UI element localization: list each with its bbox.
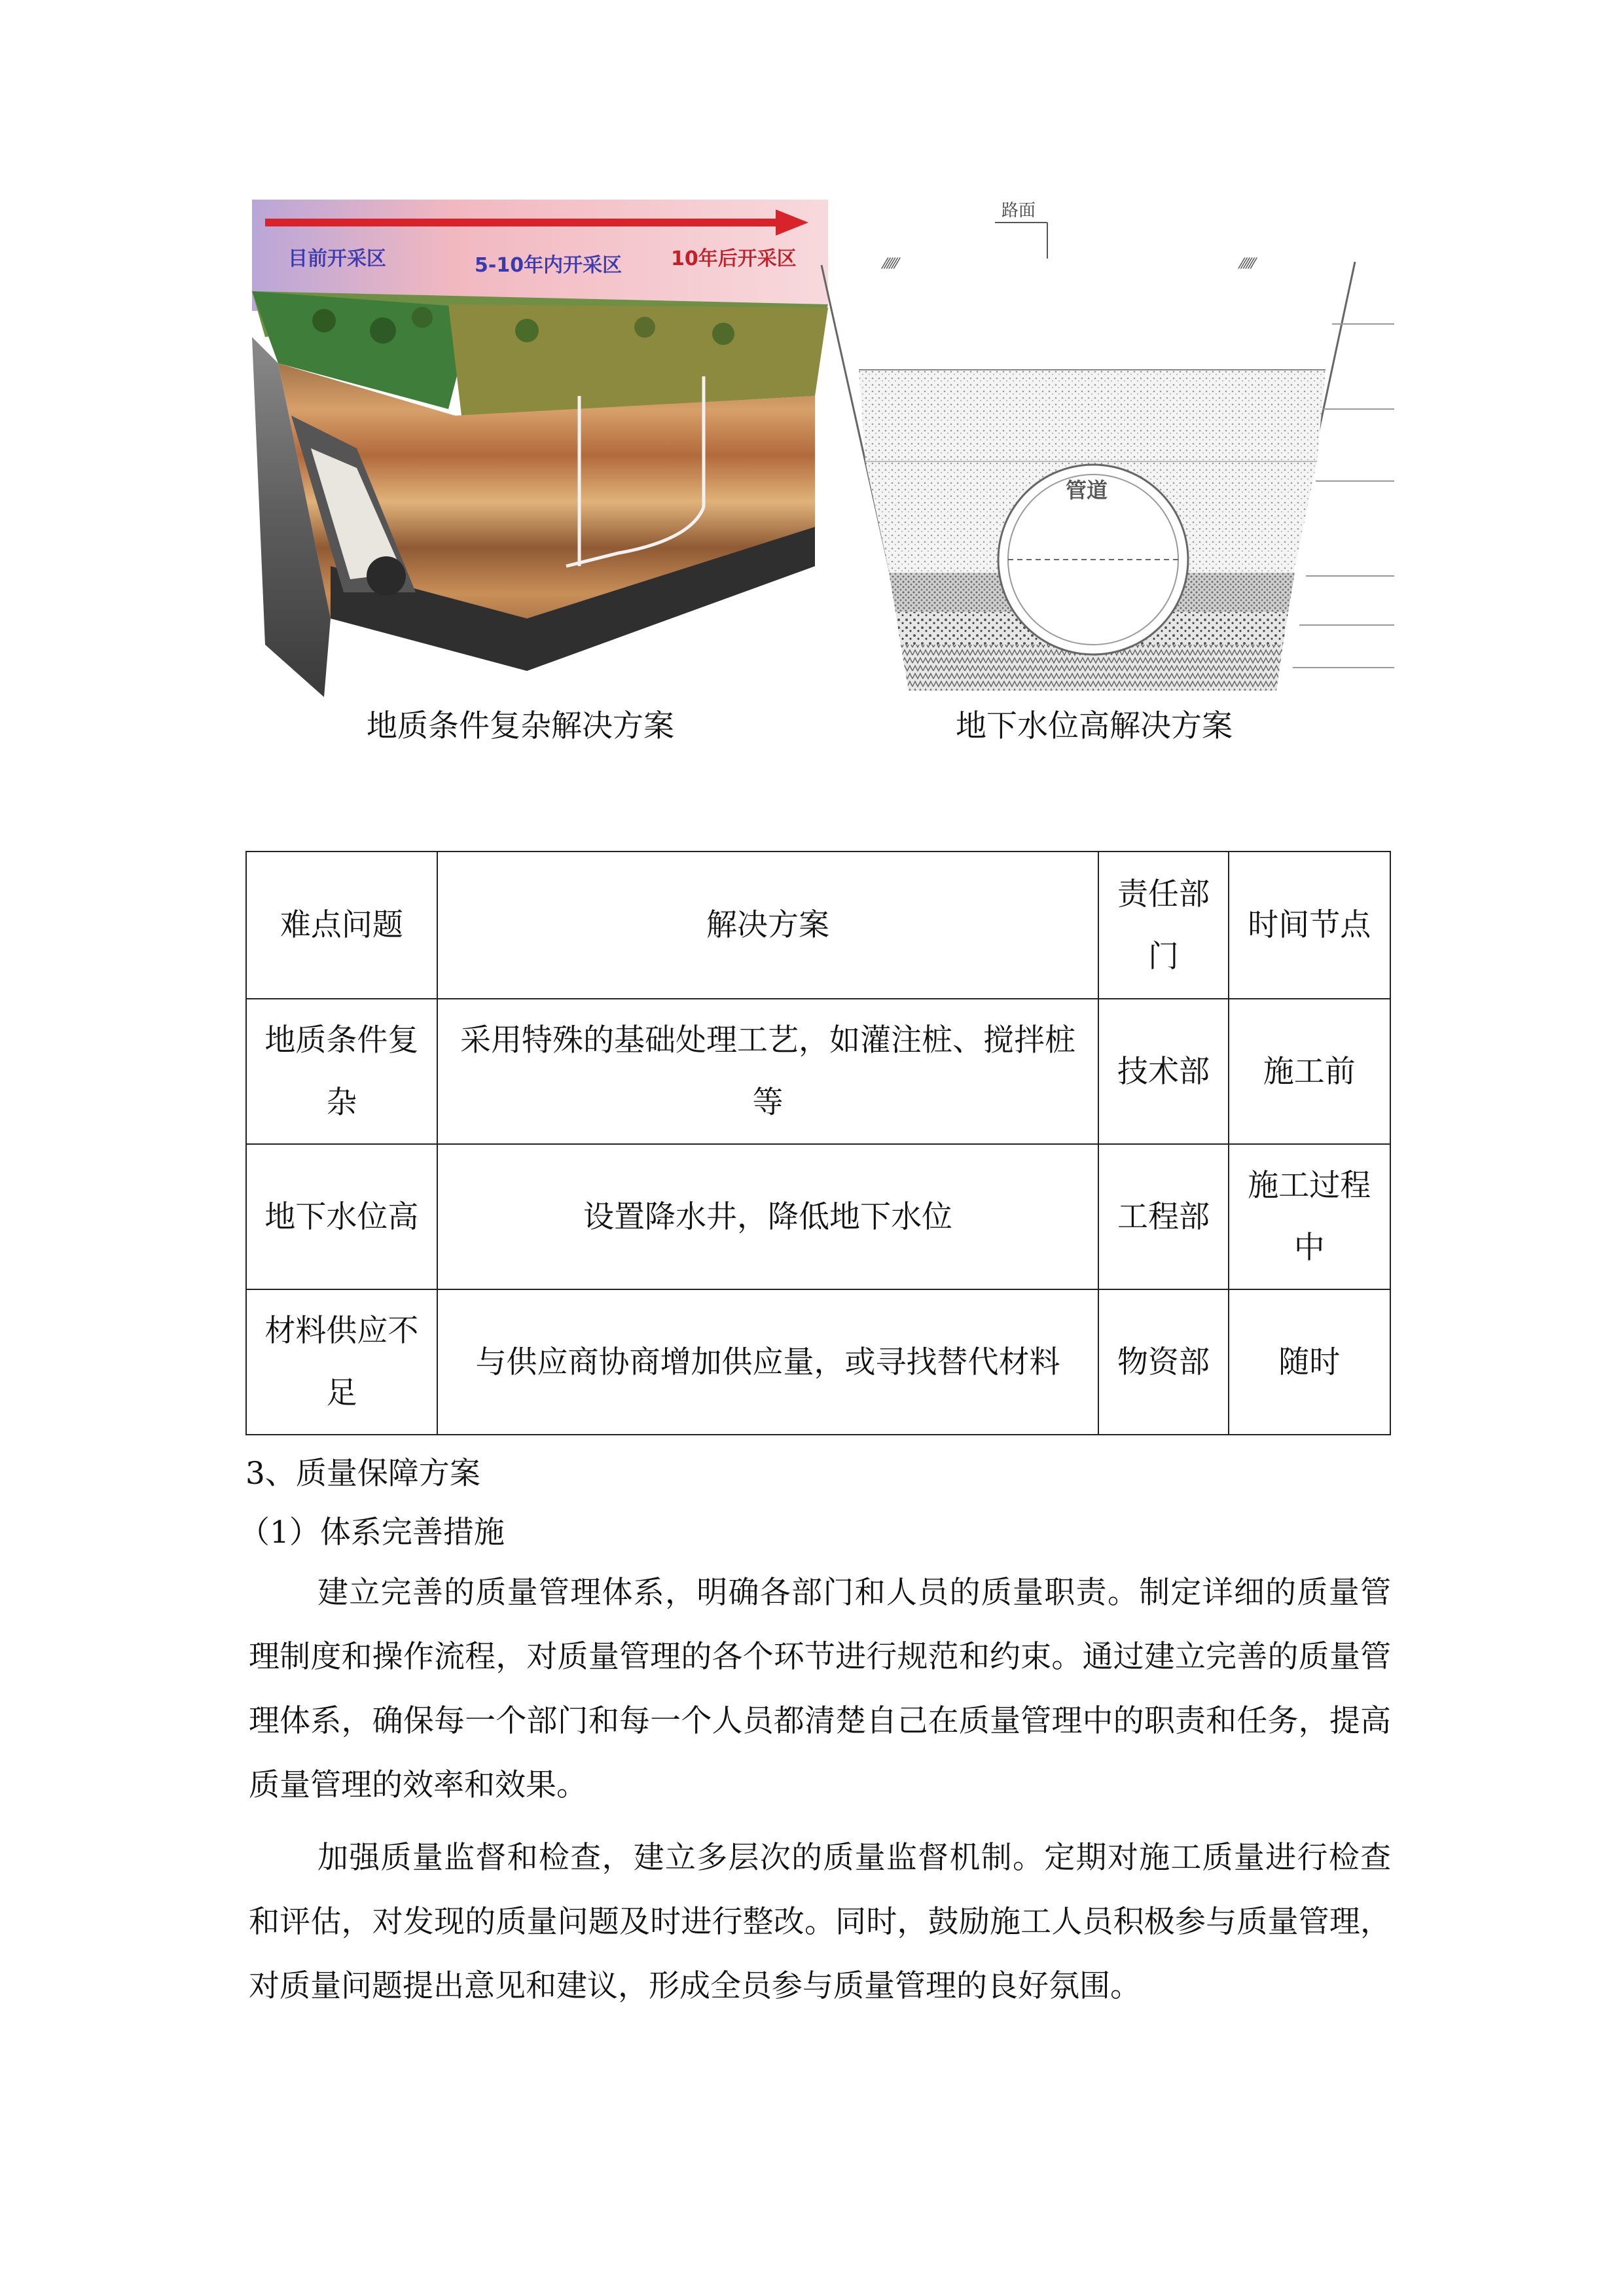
table-header-cell: 时间节点 xyxy=(1229,852,1390,999)
body-paragraph: 建立完善的质量管理体系，明确各部门和人员的质量职责。制定详细的质量管理制度和操作流程，对质量管理的各个环节进行规范和约束。通过建立完善的质量管理体系，确保每一个部门和每一个人员都清楚自己在质量管理中的职责和任务，提高质量管理的效率和效果。 xyxy=(249,1575,1391,1803)
table-cell: 施工前 xyxy=(1229,999,1390,1144)
table-cell: 材料供应不足 xyxy=(246,1289,437,1435)
table-header-row xyxy=(246,852,1390,999)
body-paragraph: 加强质量监督和检查，建立多层次的质量监督机制。定期对施工质量进行检查和评估，对发现的质量问题及时进行整改。同时，鼓励施工人员积极参与质量管理，对质量问题提出意见和建议，形成全员参与质量管理的良好氛围。 xyxy=(249,1840,1391,2004)
subsection-title: （1）体系完善措施 xyxy=(239,1515,505,1551)
pipe-label: 管道 xyxy=(1066,478,1108,503)
table-cell: 采用特殊的基础处理工艺，如灌注桩、搅拌桩等 xyxy=(437,999,1099,1144)
trench-diagram xyxy=(818,193,1407,704)
zone1-label: 目前开采区 xyxy=(288,247,386,270)
svg-text:⁄⁄⁄⁄⁄⁄: ⁄⁄⁄⁄⁄⁄ xyxy=(1240,256,1255,272)
table-cell: 设置降水井，降低地下水位 xyxy=(437,1144,1099,1289)
table-row xyxy=(246,1144,1390,1289)
table-header-cell: 责任部门 xyxy=(1098,852,1228,999)
table-cell: 随时 xyxy=(1229,1289,1390,1435)
table-cell: 物资部 xyxy=(1098,1289,1228,1435)
table-cell: 地质条件复杂 xyxy=(246,999,437,1144)
table-cell: 工程部 xyxy=(1098,1144,1228,1289)
section-title: 3、质量保障方案 xyxy=(245,1456,480,1492)
figure-caption-right: 地下水位高解决方案 xyxy=(956,708,1233,744)
table-row xyxy=(246,1289,1390,1435)
svg-text:⁄⁄⁄⁄⁄⁄: ⁄⁄⁄⁄⁄⁄ xyxy=(884,256,899,272)
zone3-label: 10年后开采区 xyxy=(671,247,797,270)
zone2-label: 5-10年内开采区 xyxy=(475,254,623,277)
issues-table xyxy=(245,851,1391,1435)
table-cell: 与供应商协商增加供应量，或寻找替代材料 xyxy=(437,1289,1099,1435)
figure-caption-left: 地质条件复杂解决方案 xyxy=(367,708,674,744)
geology-illustration xyxy=(252,200,828,697)
table-header-cell: 难点问题 xyxy=(246,852,437,999)
table-row xyxy=(246,999,1390,1144)
table-cell: 技术部 xyxy=(1098,999,1228,1144)
road-label: 路面 xyxy=(1001,201,1036,221)
table-header-cell: 解决方案 xyxy=(437,852,1099,999)
table-cell: 施工过程中 xyxy=(1229,1144,1390,1289)
table-cell: 地下水位高 xyxy=(246,1144,437,1289)
